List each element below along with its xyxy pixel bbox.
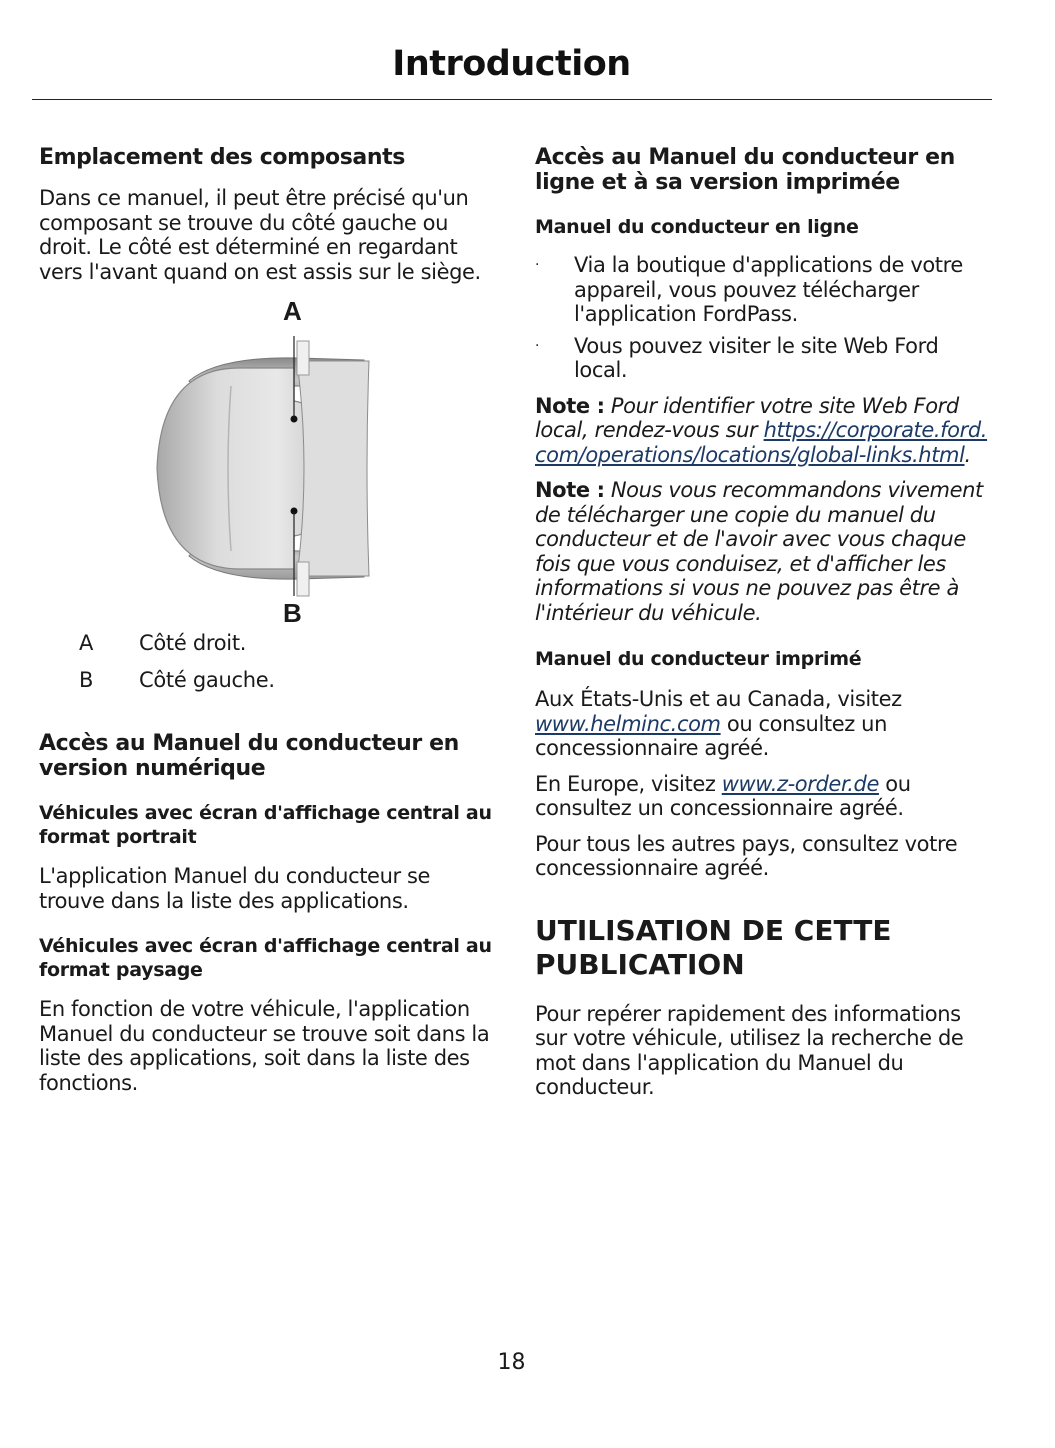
landscape-display-text: En fonction de votre véhicule, l'application Manuel du conducteur se trouve soit dans la liste des applications, soit dans la liste des fonctions.: [39, 997, 490, 1095]
pointer-dot-a: [291, 416, 298, 423]
note-label: Note :: [535, 393, 605, 418]
subheading-portrait-display: Véhicules avec écran d'affichage central au format portrait: [39, 802, 492, 848]
page-title: Introduction: [392, 44, 631, 84]
legend-text: Côté gauche.: [139, 668, 275, 692]
note-download-copy: [535, 478, 995, 625]
text-fragment: En Europe, visitez: [535, 771, 722, 796]
z-order-link[interactable]: www.z-order.de: [721, 771, 879, 796]
figure-legend: [39, 631, 501, 692]
portrait-display-text: L'application Manuel du conducteur se trouve dans la liste des applications.: [39, 864, 431, 913]
note-end: .: [964, 442, 971, 467]
printed-manual-us-canada: [535, 687, 995, 761]
legend-row-b: [39, 668, 501, 692]
online-options-list: [535, 253, 995, 383]
legend-row-a: [39, 631, 501, 655]
seat-top-view-illustration: [39, 306, 501, 631]
left-column: [39, 145, 501, 1095]
note-text: Nous vous recommandons vivement de télécharger une copie du manuel du conducteur et de l'avoir avec vous chaque fois que vous conduisez, et d'afficher les informations si vous ne pouvez pas être à l'intérieur du véhicule.: [535, 478, 983, 625]
subheading-landscape-display: Véhicules avec écran d'affichage central au format paysage: [39, 935, 492, 981]
title-divider: [32, 99, 992, 100]
note-label: Note :: [535, 478, 605, 502]
legend-text: Côté droit.: [139, 631, 247, 655]
section-heading-digital-manual: Accès au Manuel du conducteur en version numérique: [39, 731, 459, 781]
subheading-online-manual: Manuel du conducteur en ligne: [535, 216, 859, 238]
component-location-text: Dans ce manuel, il peut être précisé qu'un composant se trouve du côté gauche ou droit. Le côté est déterminé en regardant vers l'avant quand on est assis sur le siège.: [39, 186, 481, 284]
right-column: [535, 145, 995, 1100]
bullet-icon: ·: [535, 257, 540, 273]
list-item: [535, 253, 995, 327]
helminc-link[interactable]: www.helminc.com: [535, 711, 721, 736]
figure-label-a: A: [283, 296, 302, 326]
text-fragment: ou consultez un concessionnaire agréé.: [535, 711, 887, 760]
page-number: 18: [497, 1350, 526, 1375]
subheading-printed-manual: Manuel du conducteur imprimé: [535, 648, 862, 670]
ford-locations-link[interactable]: https://corporate.ford.com/operations/locations/global-links.html: [535, 418, 988, 467]
text-fragment: Aux États-Unis et au Canada, visitez: [535, 687, 902, 711]
note-find-website: [535, 394, 995, 468]
text-fragment: ou consultez un concessionnaire agréé.: [535, 771, 911, 820]
using-publication-text: Pour repérer rapidement des informations sur votre véhicule, utilisez la recherche de mot dans l'application du Manuel du conducteur.: [535, 1001, 964, 1099]
seat-orientation-figure: [39, 296, 501, 631]
printed-manual-other: Pour tous les autres pays, consultez votre concessionnaire agréé.: [535, 831, 958, 880]
bullet-icon: ·: [535, 337, 540, 354]
figure-label-b: B: [283, 598, 302, 628]
note-text: Pour identifier votre site Web Ford local, rendez-vous sur: [535, 393, 959, 442]
list-item: [535, 334, 995, 383]
printed-manual-europe: [535, 772, 995, 821]
list-item-text: Via la boutique d'applications de votre appareil, vous pouvez télécharger l'application FordPass.: [574, 253, 963, 326]
section-heading-using-publication: UTILISATION DE CETTE PUBLICATION: [535, 913, 892, 981]
legend-key: B: [79, 668, 94, 692]
section-heading-component-location: Emplacement des composants: [39, 145, 405, 170]
legend-key: A: [79, 631, 94, 655]
list-item-text: Vous pouvez visiter le site Web Ford local.: [574, 333, 939, 382]
section-heading-online-printed: Accès au Manuel du conducteur en ligne et à sa version imprimée: [535, 145, 955, 195]
